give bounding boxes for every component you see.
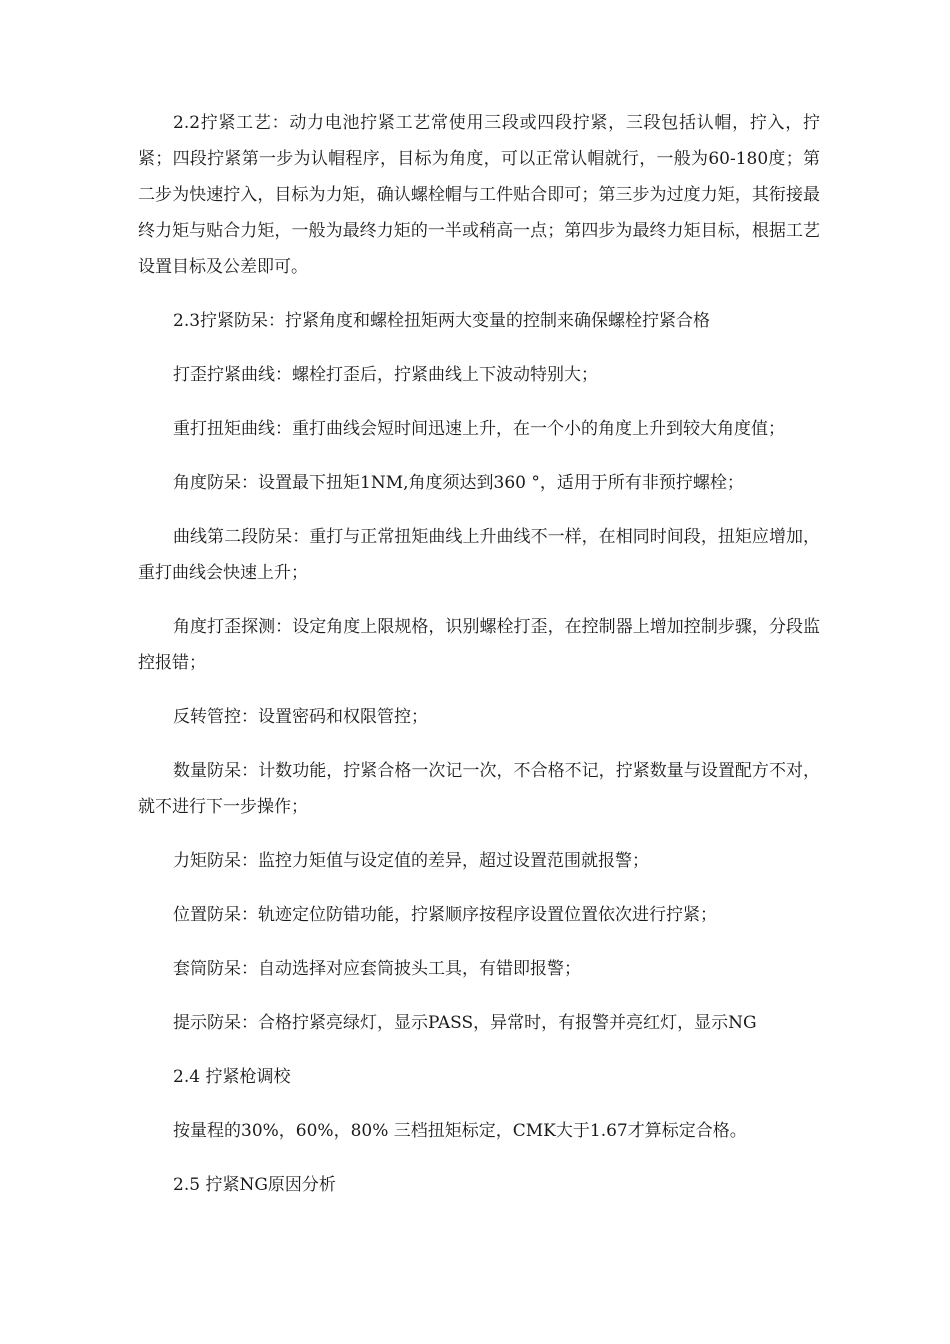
paragraph-skewed-curve: 打歪拧紧曲线：螺栓打歪后，拧紧曲线上下波动特别大；	[173, 365, 598, 385]
section-heading-calibration: 2.4 拧紧枪调校	[173, 1067, 291, 1087]
paragraph-torque-errorproofing: 力矩防呆：监控力矩值与设定值的差异，超过设置范围就报警；	[173, 851, 649, 871]
paragraph-angle-skew-detection: 角度打歪探测：设定角度上限规格，识别螺栓打歪，在控制器上增加控制步骤，分段监控报错；	[138, 617, 820, 673]
section-heading-ng-analysis: 2.5 拧紧NG原因分析	[173, 1175, 336, 1195]
paragraph-calibration: 按量程的30%，60%，80% 三档扭矩标定，CMK大于1.67才算标定合格。	[173, 1121, 747, 1141]
document-body	[138, 105, 820, 1203]
paragraph-reverse-control: 反转管控：设置密码和权限管控；	[173, 707, 428, 727]
paragraph-indicator-errorproofing: 提示防呆：合格拧紧亮绿灯，显示PASS，异常时，有报警并亮红灯，显示NG	[173, 1013, 757, 1033]
paragraph-position-errorproofing: 位置防呆：轨迹定位防错功能，拧紧顺序按程序设置位置依次进行拧紧；	[173, 905, 717, 925]
paragraph-angle-errorproofing: 角度防呆：设置最下扭矩1NM,角度须达到360 °，适用于所有非预拧螺栓；	[173, 473, 744, 493]
paragraph-socket-errorproofing: 套筒防呆：自动选择对应套筒披头工具，有错即报警；	[173, 959, 581, 979]
paragraph-tightening-errorproofing: 2.3拧紧防呆：拧紧角度和螺栓扭矩两大变量的控制来确保螺栓拧紧合格	[173, 311, 711, 331]
paragraph-curve-stage2-errorproofing: 曲线第二段防呆：重打与正常扭矩曲线上升曲线不一样，在相同时间段，扭矩应增加，重打曲线会快速上升；	[138, 527, 820, 583]
paragraph-retighten-curve: 重打扭矩曲线：重打曲线会短时间迅速上升，在一个小的角度上升到较大角度值；	[173, 419, 785, 439]
paragraph-tightening-process: 2.2拧紧工艺：动力电池拧紧工艺常使用三段或四段拧紧，三段包括认帽，拧入，拧紧；四段拧紧第一步为认帽程序，目标为角度，可以正常认帽就行，一般为60-180度；第二步为快速拧入，目标为力矩，确认螺栓帽与工件贴合即可；第三步为过度力矩，其衔接最终力矩与贴合力矩，一般为最终力矩的一半或稍高一点；第四步为最终力矩目标，根据工艺设置目标及公差即可。	[138, 113, 820, 277]
paragraph-count-errorproofing: 数量防呆：计数功能，拧紧合格一次记一次，不合格不记，拧紧数量与设置配方不对，就不进行下一步操作；	[138, 761, 820, 817]
